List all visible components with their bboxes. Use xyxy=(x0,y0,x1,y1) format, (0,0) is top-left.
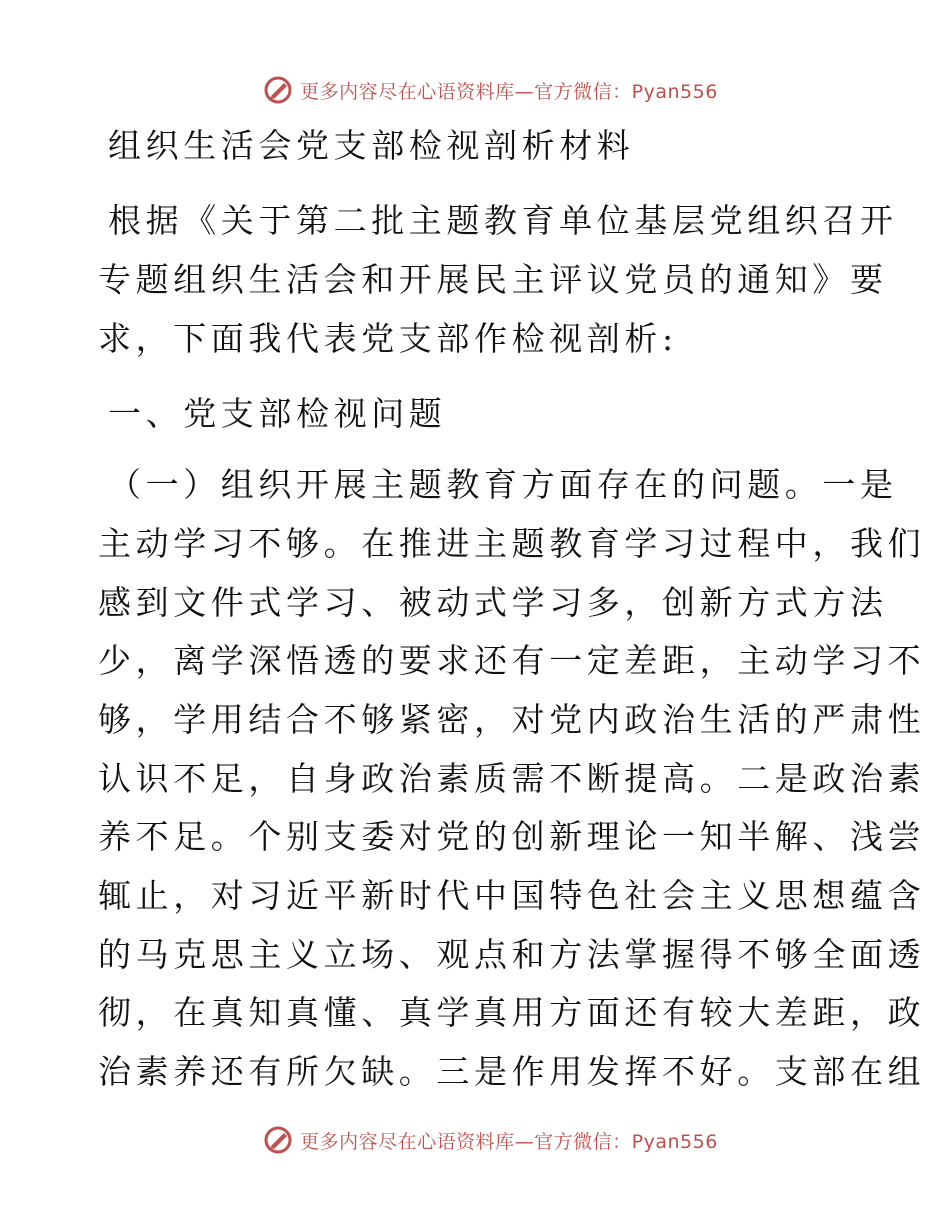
body-line: 够，学用结合不够紧密，对党内政治生活的严肃性 xyxy=(98,700,926,739)
intro-line: 专题组织生活会和开展民主评议党员的通知》要 xyxy=(98,260,888,299)
body-line: 治素养还有所欠缺。三是作用发挥不好。支部在组 xyxy=(98,1052,926,1091)
intro-line: 求，下面我代表党支部作检视剖析: xyxy=(98,319,678,358)
body-line: 彻，在真知真懂、真学真用方面还有较大差距，政 xyxy=(98,993,926,1032)
section-heading: 一、党支部检视问题 xyxy=(108,394,447,433)
pen-logo-icon xyxy=(262,1124,294,1156)
header-watermark xyxy=(0,72,950,108)
body-line: 认识不足，自身政治素质需不断提高。二是政治素 xyxy=(98,759,926,798)
document-title: 组织生活会党支部检视剖析材料 xyxy=(108,126,635,165)
body-line: 主动学习不够。在推进主题教育学习过程中，我们 xyxy=(98,524,926,563)
body-line: 感到文件式学习、被动式学习多，创新方式方法 xyxy=(98,583,888,622)
body-line: 的马克思主义立场、观点和方法掌握得不够全面透 xyxy=(98,935,926,974)
body-line: 辄止，对习近平新时代中国特色社会主义思想蕴含 xyxy=(98,876,926,915)
footer-watermark xyxy=(0,1122,950,1158)
intro-line: 根据《关于第二批主题教育单位基层党组织召开 xyxy=(108,201,898,240)
body-line: （一）组织开展主题教育方面存在的问题。一是 xyxy=(108,465,898,504)
watermark-text: 更多内容尽在心语资料库—官方微信：Pyan556 xyxy=(300,1130,718,1153)
watermark-text: 更多内容尽在心语资料库—官方微信：Pyan556 xyxy=(300,80,718,103)
body-line: 少，离学深悟透的要求还有一定差距，主动学习不 xyxy=(98,641,926,680)
body-line: 养不足。个别支委对党的创新理论一知半解、浅尝 xyxy=(98,817,926,856)
pen-logo-icon xyxy=(262,74,294,106)
